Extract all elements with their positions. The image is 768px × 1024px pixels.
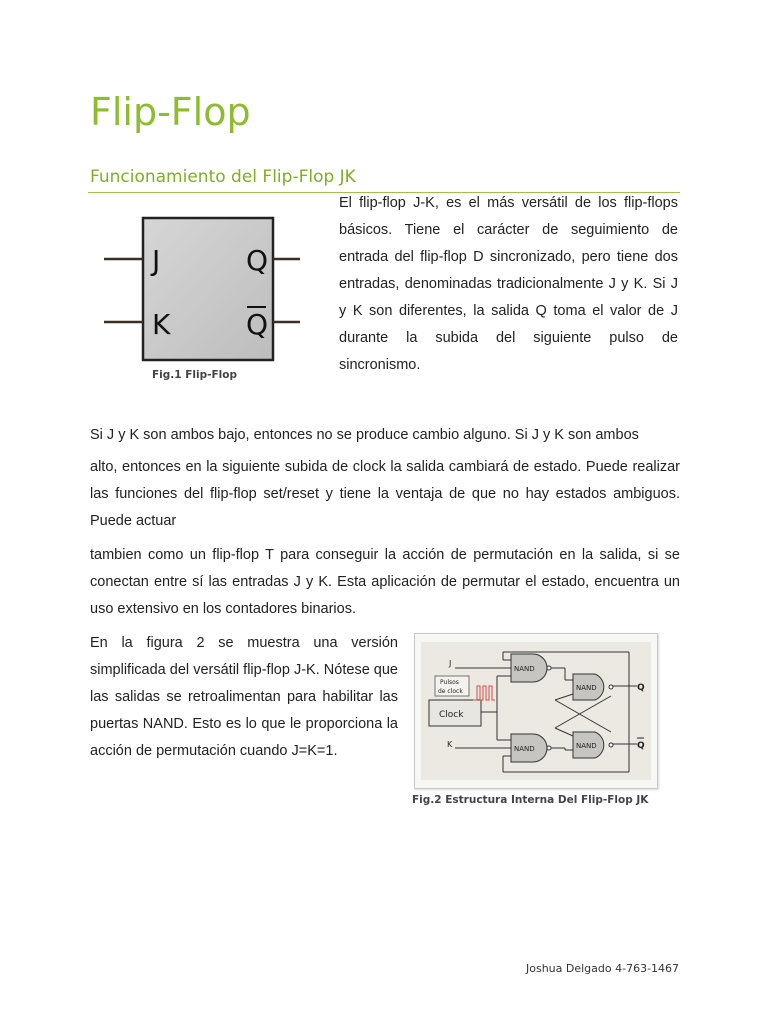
page-title: Flip-Flop — [90, 90, 251, 134]
nand-label-4: NAND — [576, 742, 597, 750]
paragraph-5: En la figura 2 se muestra una versión simplificada del versátil flip-flop J-K. Nótese que las salidas se retroalimentan para habilitar las puertas NAND. Esto es lo que le proporciona la acción de permutación cuando J=K=1. — [90, 635, 398, 759]
clock-label: Clock — [439, 710, 464, 720]
pulse-label-line2: de clock — [438, 688, 463, 695]
fig2-label-q: Q — [637, 683, 645, 693]
paragraph-2: Si J y K son ambos bajo, entonces no se produce cambio alguno. Si J y K son ambos — [90, 427, 639, 443]
footer-author: Joshua Delgado 4-763-1467 — [526, 962, 680, 975]
section-heading: Funcionamiento del Flip-Flop JK — [90, 167, 356, 187]
figure-2-caption: Fig.2 Estructura Interna Del Flip-Flop JK — [412, 794, 649, 806]
fig2-label-qbar: Q — [637, 741, 645, 751]
figure-2-frame — [414, 633, 658, 789]
fig1-label-q: Q — [246, 244, 269, 277]
intro-paragraph: El flip-flop J-K, es el más versátil de los flip-flops básicos. Tiene el carácter de seguimiento de entrada del flip-flop D sincronizado, pero tiene dos entradas, denominadas tradicionalmente J y K. Si J y K son diferentes, la salida Q toma el valor de J durante la subida del siguiente pulso de sincronismo. — [339, 195, 678, 373]
figure-1-caption: Fig.1 Flip-Flop — [152, 369, 237, 381]
fig1-label-qbar: Q — [246, 308, 269, 341]
paragraph-4: tambien como un flip-flop T para conseguir la acción de permutación en la salida, si se conectan entre sí las entradas J y K. Esta aplicación de permutar el estado, encuentra un uso extensivo en los contadores binarios. — [90, 547, 680, 617]
fig1-label-j: J — [152, 244, 161, 277]
figure-2-circuit-diagram — [415, 634, 657, 788]
figure-1-flipflop-symbol — [100, 212, 300, 372]
fig2-label-j: J — [449, 659, 452, 668]
nand-label-2: NAND — [514, 745, 535, 753]
nand-label-1: NAND — [514, 665, 535, 673]
paragraph-3: alto, entonces en la siguiente subida de clock la salida cambiará de estado. Puede realizar las funciones del flip-flop set/reset y tiene la ventaja de que no hay estados ambiguos. Puede actuar — [90, 459, 680, 529]
nand-label-3: NAND — [576, 684, 597, 692]
fig2-label-k: K — [447, 740, 453, 749]
pulse-label-line1: Pulsos — [440, 679, 459, 686]
fig1-label-k: K — [152, 308, 171, 341]
